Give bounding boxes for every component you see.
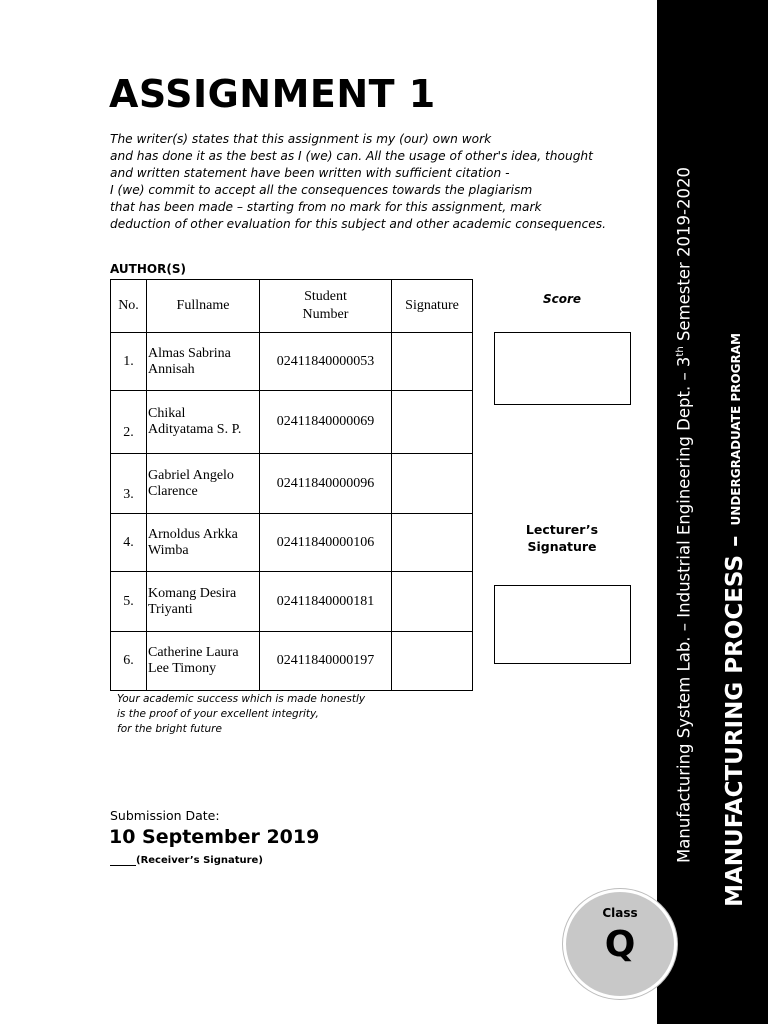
table-header-row xyxy=(111,280,473,333)
row-number xyxy=(111,391,147,454)
row-fullname xyxy=(147,632,260,691)
course-title-vertical xyxy=(722,333,748,907)
fullname-line: Clarence xyxy=(148,483,198,499)
department-vertical xyxy=(675,167,694,863)
row-number-text: 6. xyxy=(123,653,134,668)
row-signature-cell[interactable] xyxy=(392,514,473,572)
lecturer-label-line: Signature xyxy=(527,539,597,554)
authors-table xyxy=(110,279,473,691)
class-label: Class xyxy=(602,906,638,920)
row-number xyxy=(111,632,147,691)
plagiarism-declaration xyxy=(110,131,650,233)
header-signature: Signature xyxy=(392,280,473,333)
row-number-text: 5. xyxy=(123,593,134,609)
row-fullname xyxy=(147,454,260,514)
row-student-number: 02411840000197 xyxy=(260,632,392,691)
signature-line[interactable] xyxy=(110,855,136,866)
row-student-number: 02411840000106 xyxy=(260,514,392,572)
header-student-number xyxy=(260,280,392,333)
header-student-number-line2: Number xyxy=(302,307,349,322)
class-badge xyxy=(563,889,677,999)
fullname-line: Triyanti xyxy=(148,601,193,617)
row-number-text: 2. xyxy=(123,425,134,440)
declaration-line: that has been made – starting from no mark for this assignment, mark xyxy=(110,200,542,214)
lecturer-signature-box[interactable] xyxy=(494,585,631,664)
row-signature-cell[interactable] xyxy=(392,632,473,691)
row-student-number: 02411840000069 xyxy=(260,391,392,454)
row-fullname xyxy=(147,572,260,632)
row-student-number: 02411840000181 xyxy=(260,572,392,632)
program-label: UNDERGRADUATE PROGRAM xyxy=(728,333,743,526)
row-number xyxy=(111,514,147,572)
table-row xyxy=(111,632,473,691)
row-number xyxy=(111,454,147,514)
row-signature-cell[interactable] xyxy=(392,333,473,391)
fullname-line: Chikal xyxy=(148,406,186,421)
header-fullname: Fullname xyxy=(147,280,260,333)
header-no: No. xyxy=(111,280,147,333)
fullname-line: Wimba xyxy=(148,542,189,558)
submission-date: 10 September 2019 xyxy=(109,826,320,848)
dept-text-1: Manufacturing System Lab. – Industrial Engineering Dept. – 3 xyxy=(674,356,694,863)
table-row xyxy=(111,572,473,632)
row-number xyxy=(111,572,147,632)
motto-line: Your academic success which is made honestly xyxy=(117,693,366,705)
fullname-line: Annisah xyxy=(148,361,195,377)
row-number xyxy=(111,333,147,391)
row-number-text: 3. xyxy=(123,487,134,502)
table-row xyxy=(111,454,473,514)
dept-sup: th xyxy=(675,346,686,357)
row-number-text: 4. xyxy=(123,534,134,550)
fullname-line: Arnoldus Arkka xyxy=(148,526,238,542)
declaration-line: The writer(s) states that this assignment is my (our) own work xyxy=(110,132,492,146)
motto-line: for the bright future xyxy=(117,723,222,735)
fullname-line: Komang Desira xyxy=(148,585,237,601)
declaration-line: I (we) commit to accept all the consequences towards the plagiarism xyxy=(110,183,533,197)
row-student-number: 02411840000053 xyxy=(260,333,392,391)
course-title: MANUFACTURING PROCESS – xyxy=(722,535,748,907)
receiver-signature-label: (Receiver’s Signature) xyxy=(136,855,263,866)
dept-text-2: Semester 2019-2020 xyxy=(674,167,694,347)
receiver-signature xyxy=(110,855,263,866)
authors-label: AUTHOR(S) xyxy=(110,262,186,276)
declaration-line: deduction of other evaluation for this subject and other academic consequences. xyxy=(110,217,607,231)
score-label: Score xyxy=(542,292,582,306)
row-fullname xyxy=(147,333,260,391)
score-box[interactable] xyxy=(494,332,631,405)
header-student-number-line1: Student xyxy=(304,289,347,304)
lecturer-label-line: Lecturer’s xyxy=(525,522,599,537)
row-signature-cell[interactable] xyxy=(392,572,473,632)
row-fullname xyxy=(147,391,260,454)
fullname-line: Almas Sabrina xyxy=(148,345,231,361)
row-signature-cell[interactable] xyxy=(392,454,473,514)
row-fullname xyxy=(147,514,260,572)
submission-date-label: Submission Date: xyxy=(110,808,220,823)
row-signature-cell[interactable] xyxy=(392,391,473,454)
declaration-line: and has done it as the best as I (we) can. All the usage of other's idea, thought xyxy=(110,149,593,163)
motto-line: is the proof of your excellent integrity, xyxy=(117,708,319,720)
table-row xyxy=(111,514,473,572)
fullname-line: Gabriel Angelo xyxy=(148,467,234,483)
integrity-motto xyxy=(117,692,365,737)
fullname-line: Lee Timony xyxy=(148,661,217,676)
row-student-number: 02411840000096 xyxy=(260,454,392,514)
fullname-line: Catherine Laura xyxy=(148,645,239,660)
row-number-text: 1. xyxy=(123,353,134,369)
class-value: Q xyxy=(604,924,636,965)
page-title: ASSIGNMENT 1 xyxy=(109,72,436,116)
table-row xyxy=(111,333,473,391)
fullname-line: Adityatama S. P. xyxy=(148,422,242,437)
table-row xyxy=(111,391,473,454)
declaration-line: and written statement have been written with sufficient citation - xyxy=(110,166,510,180)
lecturer-signature-label xyxy=(494,521,630,555)
